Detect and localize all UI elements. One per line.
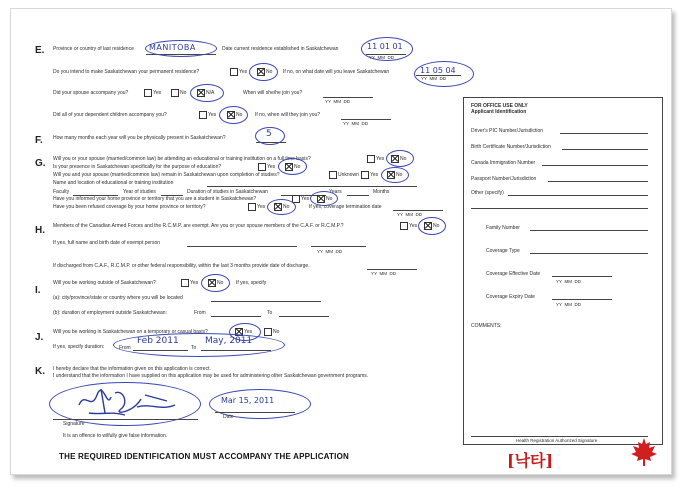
e-q3-no-label: No [180,90,187,96]
e-q4-label: Did all of your dependent children accompany you? [53,112,167,118]
g-q2-circle [278,158,307,175]
office-field-dl: Driver's PIC Number/Jurisdiction [471,128,544,134]
g-q1: Will you or your spouse (married/common law) be attending an educational or training institution on a full time basis? [53,156,311,162]
h-q2: If yes, full name and birth date of exempt person [53,240,161,246]
j-from-value[interactable]: Feb 2011 [137,336,179,346]
e-q2-label: Do you intend to make Saskatchewan your permanent residence? [53,69,200,75]
g-q3-yes-label: Yes [370,172,379,178]
j-to-value[interactable]: May, 2011 [205,336,253,346]
g-q3-circle [381,167,409,183]
e-q1-date-value[interactable]: 11 01 01 [367,42,403,51]
e-q3-na-label: N/A [206,90,215,96]
g-q6-yes-checkbox[interactable] [248,203,256,211]
g-q1-no-label: No [400,156,407,162]
k-decl2: I understand that the information I have supplied on this application may be used for administering other Saskatchewan government programs. [53,373,369,379]
i-qb: (b): duration of employment outside Saskatchewan: [53,310,167,316]
g-q4: Name and location of educational or training institution [53,180,174,186]
g-q3-yes-checkbox[interactable] [361,171,369,179]
g-duration: Duration of studies in Saskatchewan [187,189,268,195]
section-h-letter: H. [35,225,45,236]
i-q1-no-label: No [217,280,224,286]
i-from: From [194,310,206,316]
office-field-immigration: Canada Immigration Number [471,160,536,166]
g-q3-unknown-label: Unknown [338,172,359,178]
ymd-5: YY MM DD [397,212,423,217]
office-comments: COMMENTS: [471,323,502,329]
h-q1-yes-checkbox[interactable] [400,222,408,230]
g-faculty: Faculty [53,189,70,195]
e-q1-date-label: Date current residence established in Saskatchewan [222,46,339,52]
office-header: FOR OFFICE USE ONLY [471,103,528,109]
section-e-letter: E. [35,45,45,56]
k-date-label: Date [223,414,234,420]
e-q2-yes-label: Yes [239,69,248,75]
e-q2-no-label: No [266,69,273,75]
k-date-value[interactable]: Mar 15, 2011 [221,396,275,405]
ymd-3: YY MM DD [325,99,351,104]
office-family: Family Number [486,225,520,231]
h-q3: If discharged from C.A.F., R.C.M.P. or other federal responsibility, within the last 3 months provide date of discharge. [53,263,310,269]
g-q6-no-label: No [283,204,290,210]
h-q1-no-label: No [433,223,440,229]
e-q2-circle [249,63,278,81]
section-g-letter: G. [35,158,46,169]
g-q6: Have you been refused coverage by your home province or territory? [53,204,206,210]
ymd-1: YY MM DD [369,55,395,60]
e-q4-circle [219,106,248,124]
ymd-office-1: YY MM DD [556,279,582,284]
j-to: To [191,345,197,351]
i-to: To [267,310,273,316]
k-signature-label: Signature [63,421,85,427]
office-use-box [463,97,663,445]
g-q3-unknown-checkbox[interactable] [329,171,337,179]
e-q4-yes-label: Yes [208,112,217,118]
maple-leaf-icon [630,437,658,467]
g-q2-yes-checkbox[interactable] [258,163,266,171]
g-q2-no-label: No [294,164,301,170]
e-q4-yes-checkbox[interactable] [199,111,207,119]
i-qa: (a): city/province/state or country where you will be located [53,295,183,301]
e-q3-followup: When will she/he join you? [243,90,303,96]
i-q1-yes-checkbox[interactable] [181,279,189,287]
e-q3-yes-label: Yes [153,90,162,96]
office-coverage-type: Coverage Type [486,248,520,254]
j-from: From [119,345,131,351]
signature[interactable] [71,385,181,419]
j-q1: Will you be working in Saskatchewan on a temporary or casual basis? [53,329,208,335]
g-q1-circle [386,150,414,167]
e-q2-yes-checkbox[interactable] [230,68,238,76]
form-footer-title: THE REQUIRED IDENTIFICATION MUST ACCOMPANY THE APPLICATION [59,452,349,461]
g-q1-yes-checkbox[interactable] [367,155,375,163]
ymd-4: YY MM DD [343,121,369,126]
e-q3-no-checkbox[interactable] [171,89,179,97]
j-q1-no-label: No [273,329,280,335]
g-q2: Is your presence in Saskatchewan specifically for the purpose of education? [53,164,222,170]
office-field-passport: Passport Number/Jurisdiction [471,176,537,182]
g-q6-circle [267,199,296,215]
j-q1-yes-label: Yes [244,329,253,335]
k-decl1: I hereby declare that the information given on this application is correct. [53,366,211,372]
h-q1-yes-label: Yes [409,223,418,229]
i-q1-followup: If yes, specify [236,280,267,286]
g-q3-no-label: No [396,172,403,178]
g-years: Years [329,189,342,195]
office-subheader: Applicant Identification [471,109,527,115]
g-year: Year of studies [123,189,156,195]
office-field-other: Other (specify) [471,190,504,196]
e-q2-date-value[interactable]: 11 05 04 [420,66,456,75]
k-offence: It is an offence to wilfully give false information. [63,433,168,439]
ymd-6: YY MM DD [317,249,343,254]
e-q3-label: Did your spouse accompany you? [53,90,129,96]
office-field-birth: Birth Certificate Number/Jurisdiction [471,144,551,150]
g-q5-no-label: No [326,196,333,202]
section-k-letter: K. [35,366,45,377]
g-q5: Have you informed your home province or territory that you are a student in Saskatchewan? [53,196,257,202]
e-q4-followup: If no, when will they join you? [255,112,321,118]
section-f-letter: F. [35,135,43,146]
i-q1: Will you be working outside of Saskatchewan? [53,280,156,286]
section-i-letter: I. [35,285,41,296]
g-q3: Will you and your spouse (married/common law) remain in Saskatchewan upon completion of studies? [53,172,280,178]
h-q1-circle [418,217,446,235]
j-q2: If yes, specify duration: [53,344,105,350]
f-value[interactable]: 5 [266,129,272,139]
ymd-2: YY MM DD [421,76,447,81]
e-q1-label: Province or country of last residence [53,46,134,52]
j-duration-circle [113,333,285,357]
watermark-stamp: [낙타] [507,451,554,470]
g-q6-yes-label: Yes [257,204,266,210]
g-q5-yes-label: Yes [301,196,310,202]
e-q4-no-label: No [236,112,243,118]
g-q2-yes-label: Yes [267,164,276,170]
f-label: How many months each year will you be physically present in Saskatchewan? [53,135,226,141]
office-signature: Health Registration Authorized Signature [516,438,598,443]
e-q3-circle [190,84,224,102]
ymd-7: YY MM DD [371,271,397,276]
i-q1-yes-label: Yes [190,280,199,286]
i-q1-circle [201,274,230,292]
g-months: Months [373,189,390,195]
e-q1-value[interactable]: MANITOBA [149,43,196,52]
g-q6-followup: If yes, coverage termination date [309,204,382,210]
office-expiry: Coverage Expiry Date [486,294,535,300]
e-q3-yes-checkbox[interactable] [144,89,152,97]
g-q1-yes-label: Yes [376,156,385,162]
section-j-letter: J. [35,332,44,343]
ymd-office-2: YY MM DD [556,302,582,307]
form-sheet [10,8,672,475]
j-q1-no-checkbox[interactable] [264,328,272,336]
h-q1: Members of the Canadian Armed Forces and the R.C.M.P. are exempt. Are you or your spouse members of the C.A.F. or R.C.M.P.? [53,223,344,229]
office-effective: Coverage Effective Date [486,271,541,277]
e-q2-followup: If no, on what date will you leave Saskatchewan [283,69,390,75]
